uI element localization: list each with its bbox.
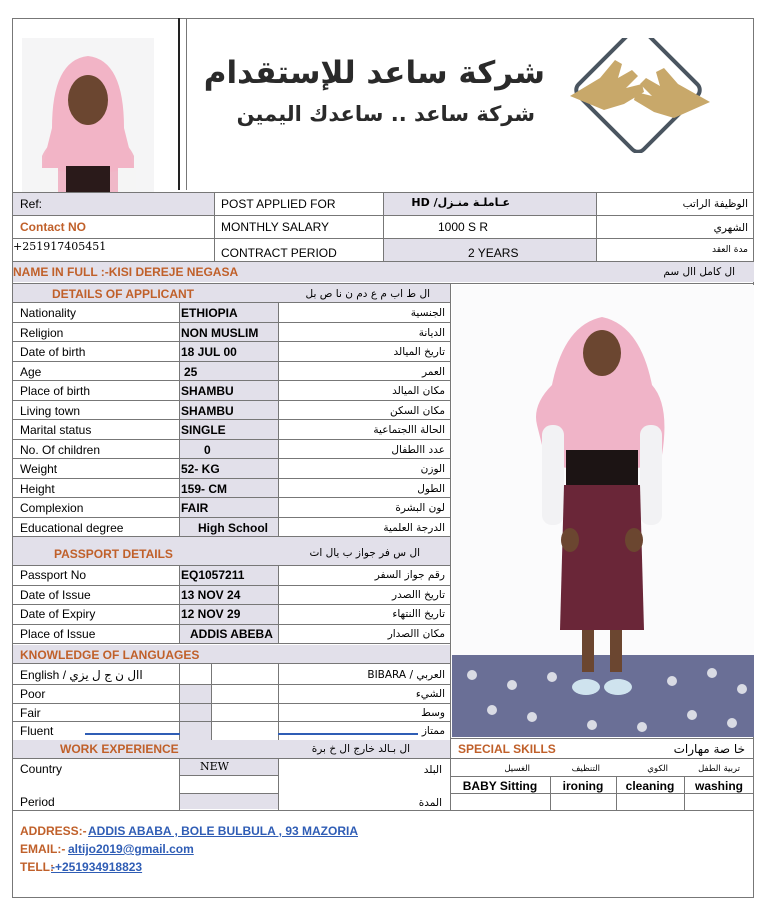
passport-label-ar: مكان االصدار (387, 627, 445, 640)
detail-value: ETHIOPIA (181, 306, 238, 320)
fluent-mark-line (278, 733, 418, 735)
row-divider (12, 703, 450, 704)
passport-value: ADDIS ABEBA (190, 626, 273, 641)
level-label: Fluent (20, 724, 54, 738)
col-divider (616, 776, 617, 810)
work-header: WORK EXPERIENCE (60, 742, 179, 756)
email-link[interactable]: altijo2019@gmail.com (68, 842, 194, 856)
detail-label-ar: لون البشرة (395, 502, 445, 514)
contract-label-ar: مدة العقد (712, 245, 748, 255)
detail-label-ar: عدد االطفال (391, 443, 445, 456)
row-divider (12, 643, 450, 644)
detail-label-ar: الجنسية (410, 307, 445, 319)
skills-header: SPECIAL SKILLS (458, 742, 556, 756)
col-divider (550, 776, 551, 810)
detail-label: Age (20, 364, 42, 379)
col-divider (179, 565, 180, 643)
detail-label-ar: مكان الميالد (392, 385, 445, 397)
english-label: English / اال ن ج ل يزي (20, 668, 143, 682)
detail-value: High School (198, 520, 268, 535)
salary-label-ar: الشهري (713, 222, 748, 234)
detail-label: Educational degree (20, 520, 124, 535)
skill-item: ironing (562, 779, 604, 793)
passport-label: Passport No (20, 568, 87, 582)
skill-item: cleaning (625, 779, 675, 793)
detail-label: Weight (20, 462, 58, 476)
period-label: Period (20, 795, 55, 809)
detail-label-ar: الوزن (420, 463, 445, 475)
header-divider-2 (186, 18, 187, 190)
detail-value: NON MUSLIM (181, 325, 259, 340)
detail-label: Religion (20, 325, 64, 340)
detail-value: FAIR (181, 501, 209, 515)
applicant-photo-full (452, 285, 754, 737)
country-label-ar: البلد (423, 764, 442, 776)
detail-label-ar: الحالة االجتماعية (373, 424, 445, 436)
post-label: POST APPLIED FOR (221, 197, 336, 211)
col-divider (179, 303, 180, 537)
passport-value: 12 NOV 29 (181, 607, 241, 621)
detail-label: Height (20, 481, 55, 496)
col-divider (278, 303, 279, 537)
detail-label: Living town (20, 403, 81, 418)
col-divider (179, 663, 180, 740)
company-name: شركة ساعد للإستقدام (203, 55, 545, 91)
detail-value: 18 JUL 00 (181, 345, 237, 359)
detail-value: 25 (184, 364, 198, 379)
detail-label: Place of birth (20, 384, 91, 398)
detail-label-ar: مكان السكن (390, 404, 445, 417)
passport-label-ar: تاريخ االنتهاء (392, 608, 445, 620)
detail-label: Date of birth (20, 345, 86, 359)
passport-header: PASSPORT DETAILS (54, 547, 173, 561)
tell-label: TELL: (20, 860, 54, 874)
detail-label-ar: تاريخ الميالد (393, 346, 445, 358)
skill-label-ar: تربية الطفل (698, 764, 740, 774)
passport-header-ar: ال س فر جواز ب يال ات (309, 547, 420, 559)
col-divider (278, 663, 279, 740)
detail-label: Nationality (20, 306, 77, 320)
post-value: عـاملـة منـزل/ HD (411, 196, 510, 209)
languages-header: KNOWLEDGE OF LANGUAGES (20, 648, 200, 662)
detail-value: 0 (204, 442, 211, 457)
company-logo (560, 38, 715, 153)
fluent-mark-line (85, 733, 180, 735)
contact-value: +251917405451 (13, 240, 107, 253)
work-header-ar: ال بـالد خارج ال خ برة (311, 743, 410, 755)
passport-label-ar: تاريخ االصدر (392, 588, 445, 601)
skill-item: BABY Sitting (462, 779, 538, 793)
full-name-ar: ال كامل اال سم (663, 266, 735, 278)
contract-value: 2 YEARS (468, 246, 519, 260)
passport-value: 13 NOV 24 (181, 587, 241, 602)
detail-label-ar: العمر (421, 365, 445, 378)
contract-label: CONTRACT PERIOD (221, 246, 337, 260)
level-label: Poor (20, 687, 46, 701)
tell-link[interactable]: -+251934918823 (51, 860, 143, 874)
skills-header-ar: خا صة مهارات (673, 742, 745, 756)
contact-label: Contact NO (20, 220, 86, 234)
ref-label: Ref: (20, 197, 43, 211)
country-value: NEW (200, 760, 229, 773)
company-slogan: شركة ساعد .. ساعدك اليمين (236, 102, 535, 126)
col-divider (211, 663, 212, 740)
detail-value: 159- CM (181, 481, 228, 496)
level-label-ar: الشيء (415, 688, 445, 700)
address-label: ADDRESS:- (20, 824, 87, 838)
passport-label: Date of Issue (20, 587, 91, 602)
passport-label: Date of Expiry (20, 607, 96, 621)
country-label: Country (20, 762, 63, 776)
email-label: EMAIL:- (20, 842, 66, 856)
col-divider (278, 565, 279, 643)
detail-label-ar: الديانة (418, 326, 445, 339)
passport-label-ar: رقم جواز السفر (374, 569, 445, 581)
skill-label-ar: الغسيل (504, 764, 530, 774)
detail-value: SINGLE (181, 423, 226, 437)
period-label-ar: المدة (418, 797, 442, 809)
detail-label-ar: الطول (417, 482, 445, 495)
detail-label: Marital status (20, 423, 92, 437)
salary-label: MONTHLY SALARY (221, 220, 330, 234)
detail-value: SHAMBU (181, 384, 234, 398)
detail-value: SHAMBU (181, 403, 234, 418)
details-header-ar: ال ط اب م ع دم ن نا ص بل (305, 288, 430, 300)
level-label: Fair (20, 705, 41, 720)
level-label-ar: ممتاز (421, 725, 445, 737)
detail-value: 52- KG (181, 462, 220, 476)
level-cell-bg (179, 722, 211, 740)
skill-label-ar: الكوي (647, 764, 668, 774)
arabic-label: العربي / BIBARA (367, 669, 445, 681)
salary-value: 1000 S R (438, 220, 489, 234)
full-name: NAME IN FULL :-KISI DEREJE NEGASA (13, 265, 239, 279)
skill-label-ar: التنظيف (571, 764, 600, 774)
row-divider (12, 721, 450, 722)
level-label-ar: وسط (421, 706, 445, 719)
applicant-photo-small (22, 38, 154, 192)
level-cell-bg (179, 704, 211, 722)
value-cell-bg (179, 440, 278, 459)
col-divider (684, 776, 685, 810)
level-cell-bg (179, 685, 211, 703)
header-divider (178, 18, 180, 190)
address-value[interactable]: ADDIS ABABA , BOLE BULBULA , 93 MAZORIA (88, 824, 358, 838)
detail-label: No. Of children (20, 442, 101, 457)
details-header: DETAILS OF APPLICANT (52, 287, 194, 301)
passport-value: EQ1057211 (181, 568, 245, 582)
post-label-ar: الوظيفة الراتب (682, 198, 748, 210)
skill-item: washing (694, 779, 743, 793)
detail-label: Complexion (20, 501, 84, 515)
detail-label-ar: الدرجة العلمية (383, 521, 445, 534)
passport-label: Place of Issue (20, 626, 96, 641)
